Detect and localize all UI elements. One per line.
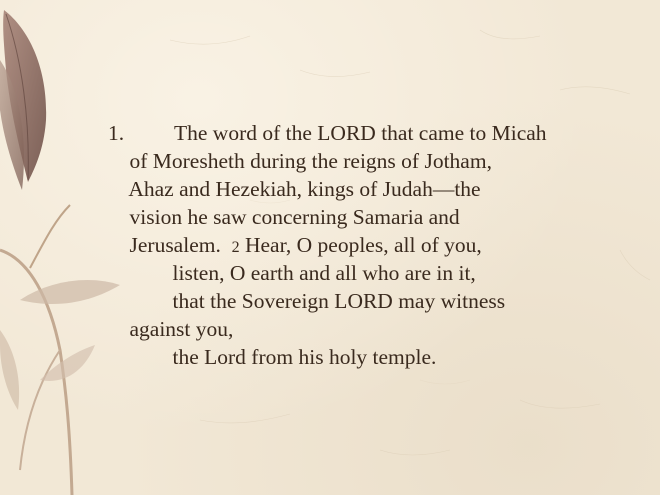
item-number: 1. xyxy=(108,121,125,145)
scripture-text xyxy=(108,119,643,371)
verse-text: Ahaz and Hezekiah, kings of Judah—the xyxy=(128,177,481,201)
verse-text: of Moresheth during the reigns of Jotham, xyxy=(129,149,492,173)
text-line-4 xyxy=(108,203,643,231)
text-line-5 xyxy=(108,231,643,259)
text-line-6 xyxy=(108,259,643,287)
verse-number: 2 xyxy=(231,239,240,256)
verse-text: against you, xyxy=(129,317,234,341)
verse-text: that the Sovereign LORD may witness xyxy=(172,289,506,313)
verse-text: Hear, O peoples, all of you, xyxy=(244,233,482,257)
text-line-1 xyxy=(108,119,643,147)
verse-text: The word of the LORD that came to Micah xyxy=(174,121,547,145)
text-line-3 xyxy=(108,175,643,203)
verse-text: Jerusalem. xyxy=(129,233,221,257)
text-line-8 xyxy=(108,315,643,343)
text-line-7 xyxy=(108,287,643,315)
verse-text: vision he saw concerning Samaria and xyxy=(129,205,460,229)
text-line-2 xyxy=(108,147,643,175)
verse-text: listen, O earth and all who are in it, xyxy=(172,261,476,285)
text-line-9 xyxy=(108,343,643,371)
verse-text: the Lord from his holy temple. xyxy=(172,345,437,369)
